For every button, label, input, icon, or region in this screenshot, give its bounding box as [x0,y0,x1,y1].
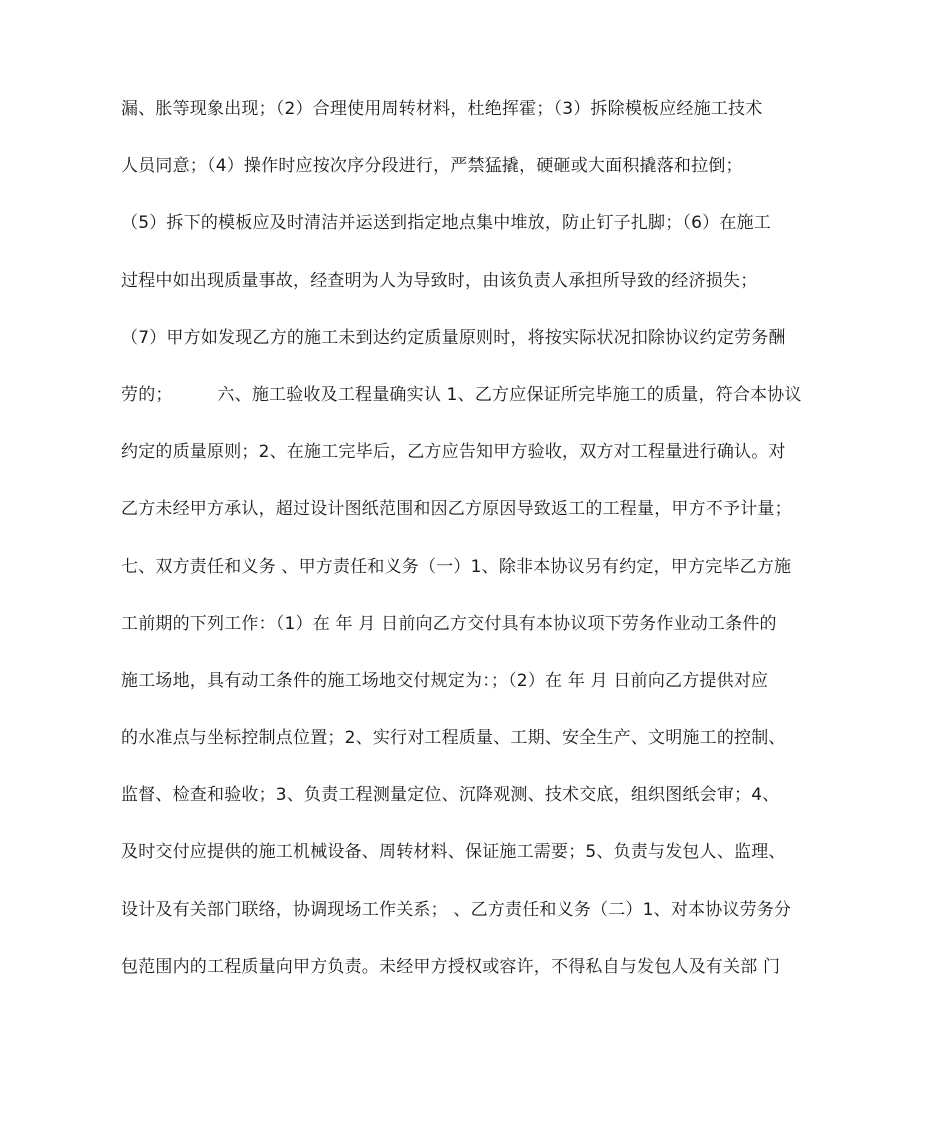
text-line-8: 乙方未经甲方承认，超过设计图纸范围和因乙方原因导致返工的工程量，甲方不予计量； [121,499,792,520]
text-line-4: 过程中如出现质量事故，经查明为人为导致时，由该负责人承担所导致的经济损失； [121,270,758,291]
text-line-7: 约定的质量原则；2、在施工完毕后，乙方应告知甲方验收，双方对工程量进行确认。对 [121,442,786,463]
text-line-10: 工前期的下列工作：（1）在 年 月 日前向乙方交付具有本协议项下劳务作业动工条件的 [121,613,777,634]
text-line-9: 七、双方责任和义务 、甲方责任和义务（一）1、除非本协议另有约定，甲方完毕乙方施 [121,556,792,577]
text-line-14: 及时交付应提供的施工机械设备、周转材料、保证施工需要；5、负责与发包人、监理、 [121,842,786,863]
text-line-3: （5）拆下的模板应及时清洁并运送到指定地点集中堆放，防止钉子扎脚；（6）在施工 [121,213,771,234]
text-line-16: 包范围内的工程质量向甲方负责。未经甲方授权或容许，不得私自与发包人及有关部 门 [121,956,781,977]
text-line-13: 监督、检查和验收；3、负责工程测量定位、沉降观测、技术交底，组织图纸会审；4、 [121,785,780,806]
text-line-6: 劳的； 六、施工验收及工程量确实认 1、乙方应保证所完毕施工的质量，符合本协议 [121,384,802,405]
text-line-2: 人员同意；（4）操作时应按次序分段进行，严禁猛撬，硬砸或大面积撬落和拉倒； [121,156,743,177]
text-line-11: 施工场地，具有动工条件的施工场地交付规定为：；（2）在 年 月 日前向乙方提供对应 [121,670,769,691]
text-line-15: 设计及有关部门联络，协调现场工作关系； 、乙方责任和义务（二）1、对本协议劳务分 [121,899,792,920]
text-line-5: （7）甲方如发现乙方的施工未到达约定质量原则时，将按实际状况扣除协议约定劳务酬 [121,327,786,348]
contract-body-text [121,90,833,1005]
text-line-1: 漏、胀等现象出现；（2）合理使用周转材料，杜绝挥霍；（3）拆除模板应经施工技术 [121,99,763,119]
text-line-12: 的水准点与坐标控制点位置；2、实行对工程质量、工期、安全生产、文明施工的控制、 [121,728,786,749]
